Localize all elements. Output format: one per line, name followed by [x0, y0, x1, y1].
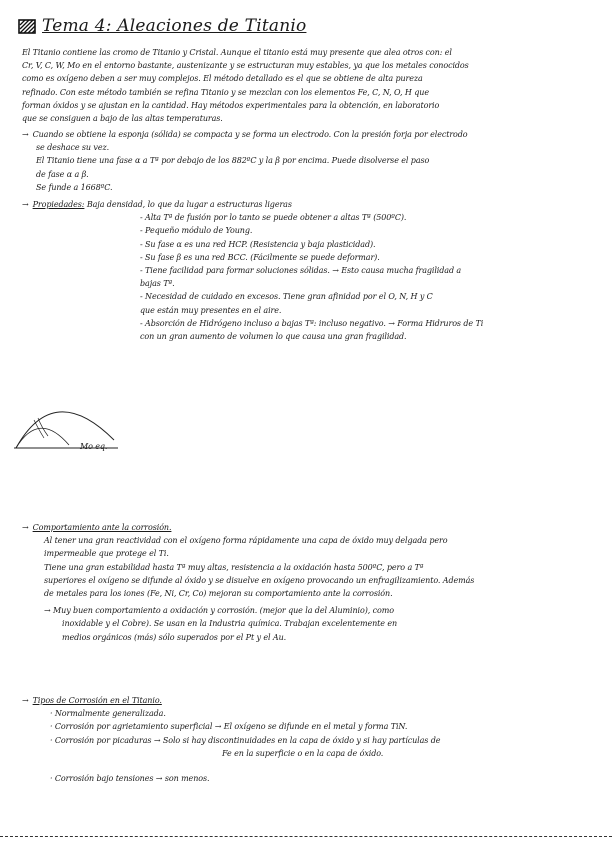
corrosion-sub: medios orgánicos (más) sólo superados por el Pt y el Au. — [62, 632, 287, 642]
property-item: - Necesidad de cuidado en excesos. Tiene gran afinidad por el O, N, H y C — [140, 292, 433, 302]
arrow-icon: → — [22, 523, 29, 532]
corrosion-type-item: · Corrosión por agrietamiento superficial → El oxígeno se difunde en el metal y forma TiN. — [50, 722, 408, 732]
intro-line: refinado. Con este método también se refina Titanio y se mezclan con los elementos Fe, C, N, O, H que — [22, 87, 429, 97]
page-title: Tema 4: Aleaciones de Titanio — [42, 16, 307, 36]
intro-line: El Titanio contiene las cromo de Titanio y Cristal. Aunque el titanio está muy presente que alea otros con: el — [22, 48, 452, 57]
corrosion-type-item: Fe en la superficie o en la capa de óxido. — [222, 748, 384, 758]
corrosion-sub: inoxidable y el Cobre). Se usan en la Industria química. Trabajan excelentemente en — [62, 619, 398, 629]
section-properties — [22, 198, 598, 343]
intro-line: forman óxidos y se ajustan en la cantidad. Hay métodos experimentales para la obtención, en laboratorio — [22, 100, 440, 110]
arrow-icon: → — [22, 200, 29, 209]
section-sponge-head: Cuando se obtiene la esponja (sólida) se compacta y se forma un electrodo. Con la presión forja por electrodo — [32, 130, 468, 139]
corrosion-line: de metales para los iones (Fe, Ni, Cr, Co) mejoran su comportamiento ante la corrosión. — [44, 589, 393, 599]
section-sponge-head2: se deshace su vez. — [36, 143, 110, 153]
property-item: con un gran aumento de volumen lo que causa una gran fragilidad. — [140, 332, 407, 342]
property-item: - Alta Tª de fusión por lo tanto se puede obtener a altas Tª (500ºC). — [140, 213, 407, 223]
corrosion-sub: → Muy buen comportamiento a oxidación y corrosión. (mejor que la del Aluminio), como — [44, 606, 394, 616]
property-item: que están muy presentes en el aire. — [140, 305, 282, 315]
hatched-square-icon — [18, 19, 36, 34]
phase-diagram-sketch — [14, 390, 124, 450]
property-item: bajas Tª. — [140, 279, 175, 289]
intro-line: que se consiguen a bajo de las altas temperaturas. — [22, 114, 223, 124]
property-item: - Su fase β es una red BCC. (Fácilmente se puede deformar). — [140, 252, 380, 262]
page-bottom-divider — [0, 836, 612, 837]
section-corrosion — [22, 521, 598, 644]
section-sponge — [22, 128, 598, 194]
section-sponge-line: Se funde a 1668ºC. — [36, 182, 113, 192]
property-item: - Tiene facilidad para formar soluciones sólidas. → Esto causa mucha fragilidad a — [140, 266, 462, 276]
property-item: - Pequeño módulo de Young. — [140, 226, 253, 236]
corrosion-line: impermeable que protege el Ti. — [44, 549, 169, 559]
corrosion-type-item: · Corrosión bajo tensiones → son menos. — [50, 774, 210, 784]
sketch-label: Mo eq. — [80, 442, 108, 451]
intro-paragraph — [22, 46, 598, 125]
corrosion-line: Al tener una gran reactividad con el oxígeno forma rápidamente una capa de óxido muy delgada pero — [44, 536, 448, 546]
title-row — [18, 14, 306, 38]
corrosion-head: Comportamiento ante la corrosión. — [32, 523, 172, 532]
intro-line: Cr, V, C, W, Mo en el entorno bastante, austenizante y se estructuran muy estables, ya que los metales conocidos — [22, 61, 469, 71]
property-item: - Su fase α es una red HCP. (Resistencia y baja plasticidad). — [140, 239, 376, 249]
properties-first: Baja densidad, lo que da lugar a estructuras ligeras — [86, 200, 292, 209]
corrosion-types-head: Tipos de Corrosión en el Titanio. — [32, 696, 162, 705]
corrosion-type-item: · Normalmente generalizada. — [50, 709, 166, 719]
corrosion-line: Tiene una gran estabilidad hasta Tª muy altas, resistencia a la oxidación hasta 500ºC, pero a Tª — [44, 562, 424, 572]
section-sponge-line: El Titanio tiene una fase α a Tª por debajo de los 882ºC y la β por encima. Puede disolverse el paso — [36, 156, 430, 166]
section-sponge-line: de fase α a β. — [36, 169, 89, 179]
intro-line: como es oxígeno deben a ser muy complejos. El método detallado es el que se obtiene de alta pureza — [22, 74, 423, 84]
properties-label: Propiedades: — [32, 200, 85, 209]
arrow-icon: → — [22, 696, 29, 705]
arrow-icon: → — [22, 130, 29, 139]
corrosion-type-item: · Corrosión por picaduras → Solo si hay discontinuidades en la capa de óxido y si hay partículas de — [50, 735, 441, 745]
property-item: - Absorción de Hidrógeno incluso a bajas Tª: incluso negativo. → Forma Hidruros de Ti — [140, 318, 484, 328]
section-corrosion-types — [22, 694, 598, 785]
corrosion-line: superiores el oxígeno se difunde al óxido y se disuelve en oxígeno provocando un enfragilizamiento. Además — [44, 575, 475, 585]
